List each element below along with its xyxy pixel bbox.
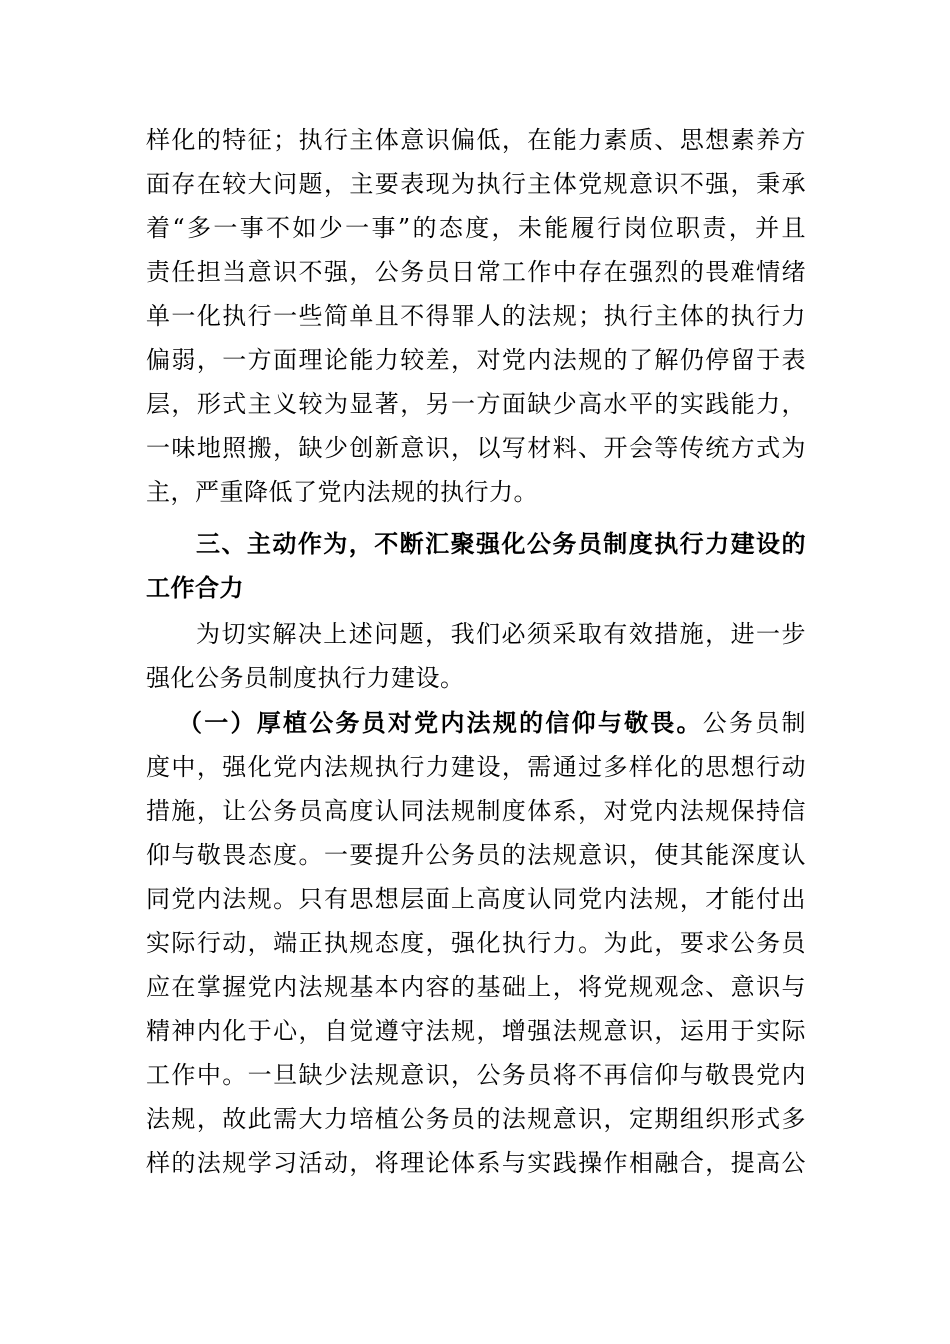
paragraph-line: 偏弱，一方面理论能力较差，对党内法规的了解仍停留于表: [146, 346, 806, 374]
paragraph-line: 强化公务员制度执行力建设。: [146, 664, 465, 692]
paragraph-line: 一味地照搬，缺少创新意识，以写材料、开会等传统方式为: [146, 434, 806, 462]
paragraph-line: 度中，强化党内法规执行力建设，需通过多样化的思想行动: [146, 753, 806, 781]
paragraph-line: 面存在较大问题，主要表现为执行主体党规意识不强，秉承: [146, 170, 806, 198]
section-heading: 三、主动作为，不断汇聚强化公务员制度执行力建设的: [196, 530, 806, 558]
subsection-title: （一）厚植公务员对党内法规的信仰与敬畏。: [178, 709, 703, 737]
paragraph-line: 单一化执行一些简单且不得罪人的法规；执行主体的执行力: [146, 302, 806, 330]
paragraph-line: 工作中。一旦缺少法规意识，公务员将不再信仰与敬畏党内: [146, 1061, 806, 1089]
paragraph-line: 为切实解决上述问题，我们必须采取有效措施，进一步: [196, 620, 806, 648]
paragraph-line: 同党内法规。只有思想层面上高度认同党内法规，才能付出: [146, 885, 806, 913]
paragraph-line: 主，严重降低了党内法规的执行力。: [146, 478, 538, 506]
paragraph-line: 措施，让公务员高度认同法规制度体系，对党内法规保持信: [146, 797, 806, 825]
subsection-text: 公务员制: [702, 709, 806, 737]
paragraph-line: 实际行动，端正执规态度，强化执行力。为此，要求公务员: [146, 929, 806, 957]
paragraph-line: 应在掌握党内法规基本内容的基础上，将党规观念、意识与: [146, 973, 806, 1001]
paragraph-line: 着“多一事不如少一事”的态度，未能履行岗位职责，并且: [146, 214, 806, 242]
paragraph-line: 仰与敬畏态度。一要提升公务员的法规意识，使其能深度认: [146, 841, 806, 869]
paragraph-line: 样化的特征；执行主体意识偏低，在能力素质、思想素养方: [146, 126, 806, 154]
paragraph-line: 责任担当意识不强，公务员日常工作中存在强烈的畏难情绪: [146, 258, 806, 286]
section-heading-continued: 工作合力: [146, 574, 244, 602]
paragraph-line: 层，形式主义较为显著，另一方面缺少高水平的实践能力，: [146, 390, 806, 418]
subsection-first-line: [178, 703, 806, 743]
paragraph-line: 法规，故此需大力培植公务员的法规意识，定期组织形式多: [146, 1105, 806, 1133]
paragraph-line: 精神内化于心，自觉遵守法规，增强法规意识，运用于实际: [146, 1017, 806, 1045]
paragraph-line: 样的法规学习活动，将理论体系与实践操作相融合，提高公: [146, 1149, 806, 1177]
